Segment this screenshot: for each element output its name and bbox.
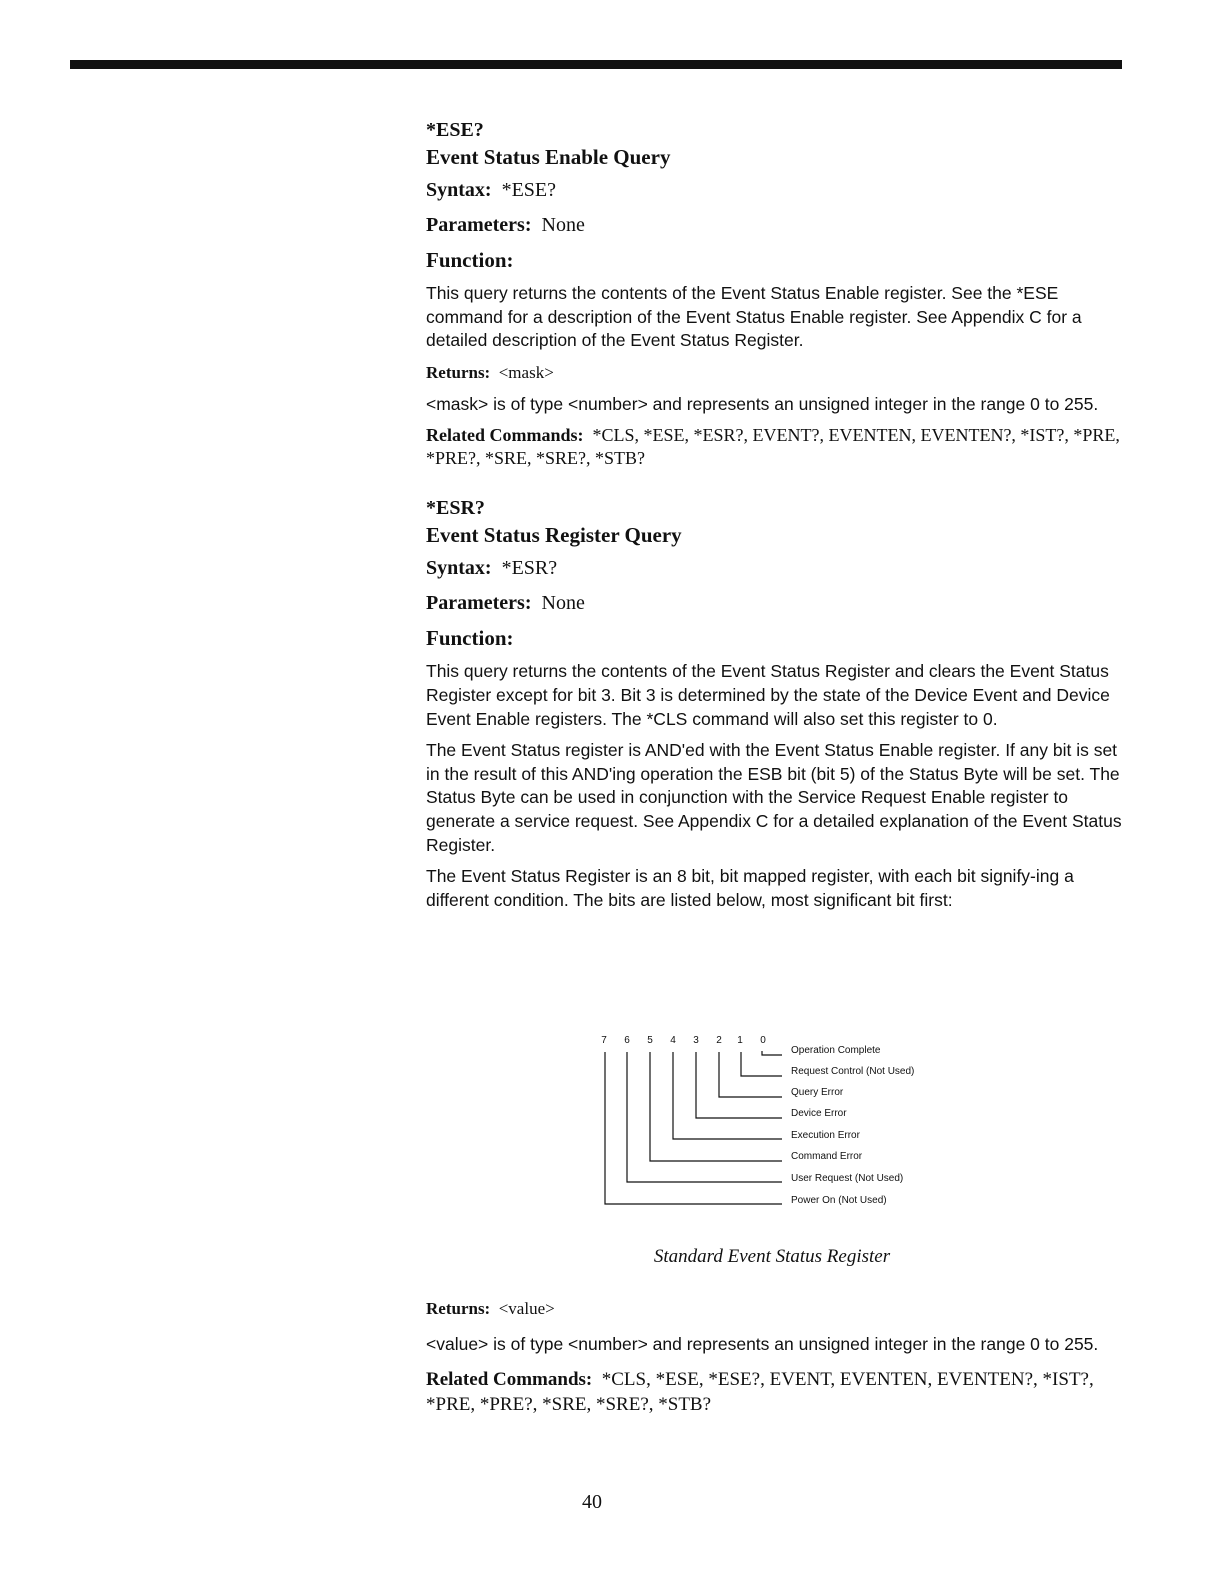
bit-connector-line	[696, 1052, 782, 1118]
related-label: Related Commands:	[426, 1368, 593, 1390]
bit-connector-line	[650, 1052, 782, 1161]
top-rule	[70, 60, 1122, 69]
related-commands	[426, 424, 1126, 470]
command-name: *ESR?	[426, 497, 485, 520]
function-paragraph: This query returns the contents of the Event Status Enable register. See the *ESE command for a description of the Event Status Enable register. See Appendix C for a detailed description of the Event Status Register.	[426, 283, 1082, 351]
function-label: Function:	[426, 248, 514, 272]
bit-number: 2	[716, 1035, 722, 1046]
returns-line	[426, 361, 1126, 385]
bit-connector-line	[762, 1051, 782, 1055]
function-paragraph: This query returns the contents of the Event Status Register and clears the Event Status Register except for bit 3. Bit 3 is determined by the state of the Device Event and Device Event Enable registers. The *CLS command will also set this register to 0.	[426, 661, 1110, 729]
bit-number: 5	[647, 1035, 653, 1046]
bit-label: Operation Complete	[791, 1045, 881, 1056]
page-content	[426, 118, 1126, 920]
parameters-label: Parameters:	[426, 214, 532, 236]
bit-number: 6	[624, 1035, 630, 1046]
parameters-value: None	[541, 592, 585, 615]
syntax-label: Syntax:	[426, 179, 492, 201]
parameters-line	[426, 590, 1126, 616]
syntax-value: *ESE?	[501, 179, 557, 201]
bit-connector-line	[673, 1052, 782, 1139]
bit-label: Request Control (Not Used)	[791, 1066, 915, 1077]
returns-value: <mask>	[498, 362, 554, 382]
related-value: *CLS, *ESE, *ESE?, EVENT, EVENTEN, EVENTEN?, *IST?, *PRE, *PRE?, *SRE, *SRE?, *STB?	[426, 1368, 1094, 1415]
function-paragraph: The Event Status Register is an 8 bit, bit mapped register, with each bit signify-ing a different condition. The bits are listed below, most significant bit first:	[426, 866, 1074, 910]
returns-description: <value> is of type <number> and represents an unsigned integer in the range 0 to 255.	[426, 1334, 1099, 1354]
bit-label: Device Error	[791, 1108, 847, 1119]
syntax-value: *ESR?	[501, 557, 558, 580]
bit-label: Execution Error	[791, 1130, 860, 1141]
command-name: *ESE?	[426, 119, 484, 141]
parameters-label: Parameters:	[426, 592, 532, 615]
parameters-line	[426, 212, 1126, 238]
esr-returns-block	[426, 1297, 1126, 1417]
returns-value: <value>	[498, 1299, 555, 1318]
bit-label: User Request (Not Used)	[791, 1173, 904, 1184]
related-commands	[426, 1367, 1126, 1417]
bit-number: 0	[760, 1035, 766, 1046]
register-bit-diagram	[590, 1030, 970, 1220]
related-label: Related Commands:	[426, 425, 584, 446]
page-number: 40	[582, 1491, 602, 1513]
command-title: Event Status Register Query	[426, 523, 682, 548]
bit-connector-line	[605, 1052, 782, 1204]
bit-number: 7	[601, 1035, 607, 1046]
syntax-line	[426, 177, 1126, 203]
command-section-ese	[426, 118, 1126, 470]
diagram-caption: Standard Event Status Register	[653, 1246, 891, 1267]
parameters-value: None	[541, 214, 585, 236]
command-section-esr	[426, 496, 1126, 912]
bit-connector-line	[719, 1052, 782, 1097]
function-label: Function:	[426, 626, 514, 651]
bit-number: 4	[670, 1035, 676, 1046]
related-value: *CLS, *ESE, *ESR?, EVENT?, EVENTEN, EVENTEN?, *IST?, *PRE, *PRE?, *SRE, *SRE?, *STB?	[426, 425, 1120, 469]
bit-number: 3	[693, 1035, 699, 1046]
returns-label: Returns:	[426, 362, 491, 382]
bit-label: Command Error	[791, 1151, 863, 1162]
syntax-label: Syntax:	[426, 557, 492, 580]
returns-description: <mask> is of type <number> and represents an unsigned integer in the range 0 to 255.	[426, 393, 1099, 414]
syntax-line	[426, 555, 1126, 581]
returns-label: Returns:	[426, 1299, 491, 1318]
returns-line	[426, 1297, 1126, 1321]
function-paragraph: The Event Status register is AND'ed with the Event Status Enable register. If any bit is set in the result of this AND'ing operation the ESB bit (bit 5) of the Status Byte will be set. The Status Byte can be used in conjunction with the Service Request Enable register to generate a service request. See Appendix C for a detailed explanation of the Event Status Register.	[426, 740, 1122, 855]
bit-label: Power On (Not Used)	[791, 1195, 887, 1206]
bit-label: Query Error	[791, 1087, 844, 1098]
bit-number: 1	[737, 1035, 743, 1046]
command-title: Event Status Enable Query	[426, 145, 671, 169]
